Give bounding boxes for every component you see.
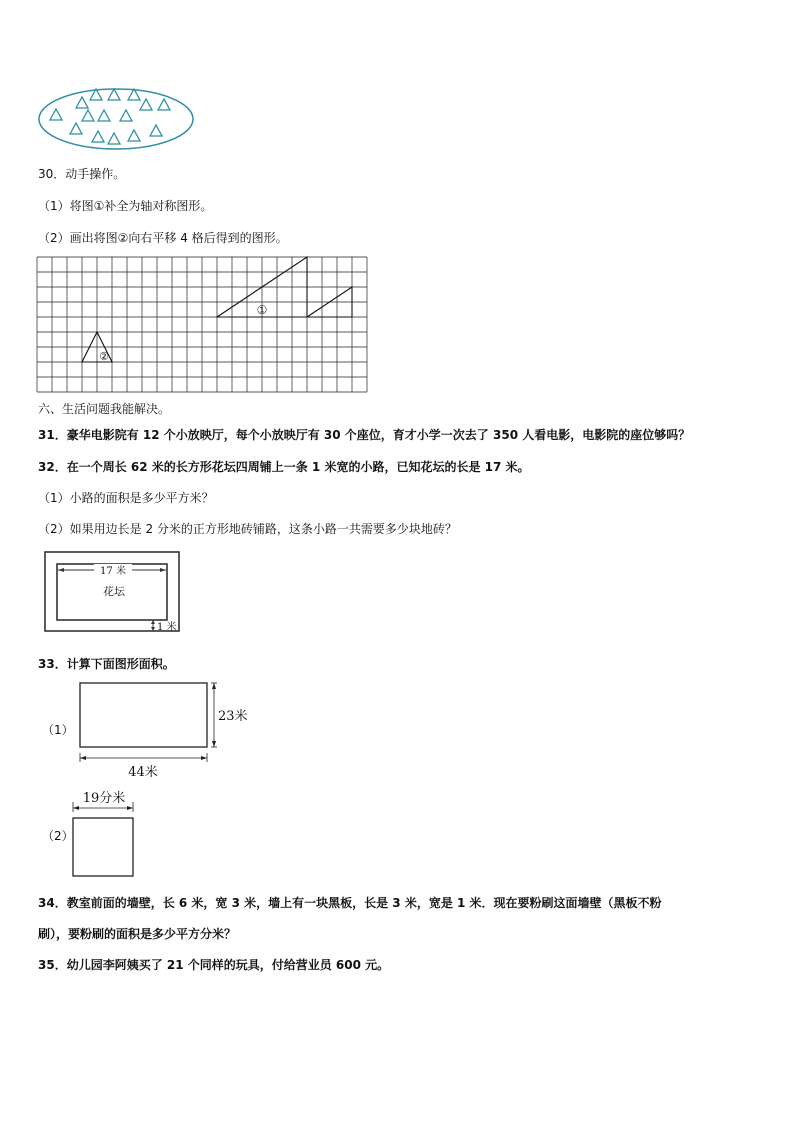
rectangle-figure — [75, 680, 265, 780]
flowerbed-label: 花坛 — [103, 585, 125, 598]
grid-drawing — [37, 257, 367, 393]
q32-text: 32．在一个周长 62 米的长方形花坛四周铺上一条 1 米宽的小路，已知花坛的长是 17 米。 — [38, 460, 530, 474]
q34-line2: 刷），要粉刷的面积是多少平方分米？ — [38, 927, 237, 941]
square-side-label: 19分米 — [82, 791, 126, 806]
path-width-label: 1 米 — [157, 622, 177, 633]
q35-text: 35．幼儿园李阿姨买了 21 个同样的玩具，付给营业员 600 元。 — [38, 958, 390, 972]
square-figure — [68, 788, 148, 878]
q33-part1-label: （1） — [42, 723, 74, 737]
q34-line1: 34．教室前面的墙壁，长 6 米，宽 3 米，墙上有一块黑板，长是 3 米，宽是 1 米．现在要粉刷这面墙壁（黑板不粉 — [38, 896, 662, 910]
section6-title: 六、生活问题我能解决。 — [38, 402, 171, 416]
q31-text: 31．豪华电影院有 12 个小放映厅，每个小放映厅有 30 个座位，育才小学一次去了 350 人看电影，电影院的座位够吗？ — [38, 428, 691, 442]
q32-part2: （2）如果用边长是 2 分米的正方形地砖铺路，这条小路一共需要多少块地砖？ — [38, 522, 457, 536]
q30-part2: （2）画出将图②向右平移 4 格后得到的图形。 — [38, 231, 288, 245]
q30-title: 30．动手操作。 — [38, 167, 126, 181]
q30-part1: （1）将图①补全为轴对称图形。 — [38, 199, 213, 213]
q33-part2-label: （2） — [42, 829, 74, 843]
rect-height-label: 23米 — [218, 709, 248, 724]
length-label: 17 米 — [100, 566, 126, 577]
triangles-oval-figure — [36, 86, 196, 152]
q33-title: 33．计算下面图形面积。 — [38, 657, 175, 671]
flowerbed-diagram — [44, 550, 184, 634]
figure-1-label: ① — [256, 303, 268, 317]
rect-width-label: 44米 — [128, 765, 158, 780]
q32-part1: （1）小路的面积是多少平方米？ — [38, 491, 214, 505]
grid-lines — [37, 257, 367, 392]
figure-2-label: ② — [99, 350, 109, 363]
